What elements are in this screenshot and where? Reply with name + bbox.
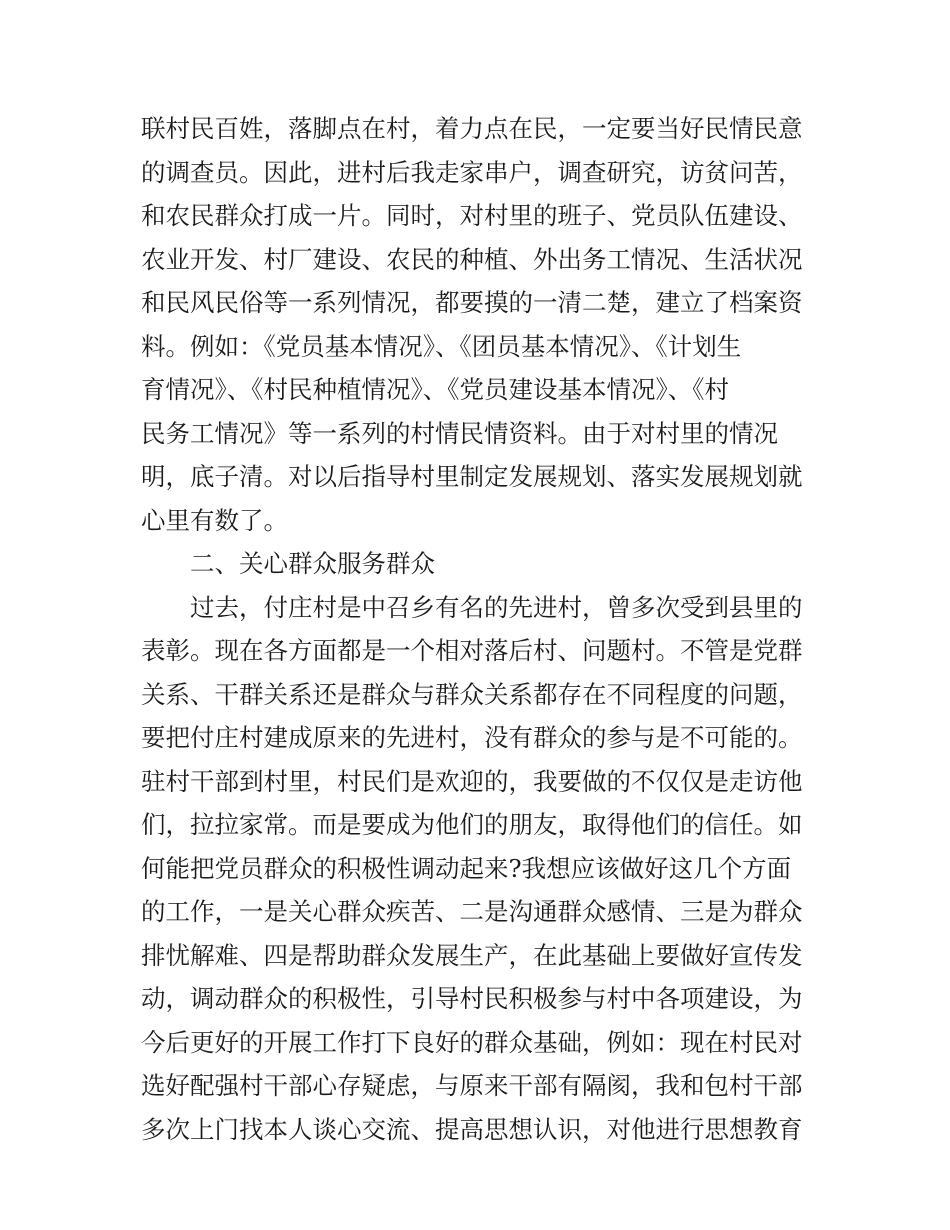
section-heading: 二、关心群众服务群众 xyxy=(190,549,435,578)
text-line: 动，调动群众的积极性，引导村民积极参与村中各项建设，为 xyxy=(141,984,803,1013)
text-line: 今后更好的开展工作打下良好的群众基础，例如：现在村民对 xyxy=(141,1027,803,1057)
text-line: 心里有数了。 xyxy=(141,505,288,535)
text-line: 和农民群众打成一片。同时，对村里的班子、党员队伍建设、 xyxy=(141,201,803,230)
text-line: 多次上门找本人谈心交流、提高思想认识，对他进行思想教育 xyxy=(141,1114,803,1144)
text-line: 表彰。现在各方面都是一个相对落后村、问题村。不管是党群 xyxy=(141,636,803,665)
text-line: 育情况》、《村民种植情况》、《党员建设基本情况》、《村 xyxy=(141,375,729,404)
text-line: 排忧解难、四是帮助群众发展生产，在此基础上要做好宣传发 xyxy=(141,940,803,970)
text-line: 料。例如：《党员基本情况》、《团员基本情况》、《计划生 xyxy=(141,331,742,361)
text-line: 农业开发、村厂建设、农民的种植、外出务工情况、生活状况 xyxy=(141,244,803,274)
text-line: 的调查员。因此，进村后我走家串户，调查研究，访贫问苦， xyxy=(141,157,803,187)
text-line: 们，拉拉家常。而是要成为他们的朋友，取得他们的信任。如 xyxy=(141,810,803,839)
text-line: 和民风民俗等一系列情况，都要摸的一清二楚，建立了档案资 xyxy=(141,288,803,317)
text-line: 要把付庄村建成原来的先进村，没有群众的参与是不可能的。 xyxy=(141,723,803,752)
text-line: 明，底子清。对以后指导村里制定发展规划、落实发展规划就 xyxy=(141,462,803,491)
text-line: 驻村干部到村里，村民们是欢迎的，我要做的不仅仅是走访他 xyxy=(141,766,803,796)
text-line: 民务工情况》等一系列的村情民情资料。由于对村里的情况 xyxy=(141,418,778,448)
text-line: 选好配强村干部心存疑虑，与原来干部有隔阂，我和包村干部 xyxy=(141,1071,803,1100)
text-line: 的工作，一是关心群众疾苦、二是沟通群众感情、三是为群众 xyxy=(141,897,803,926)
text-line: 联村民百姓，落脚点在村，着力点在民，一定要当好民情民意 xyxy=(141,114,803,143)
text-line: 何能把党员群众的积极性调动起来?我想应该做好这几个方面 xyxy=(141,853,792,883)
paragraph-first-line: 过去，付庄村是中召乡有名的先进村，曾多次受到县里的 xyxy=(190,592,803,622)
document-body xyxy=(141,104,821,1148)
text-line: 关系、干群关系还是群众与群众关系都存在不同程度的问题， xyxy=(141,679,803,709)
